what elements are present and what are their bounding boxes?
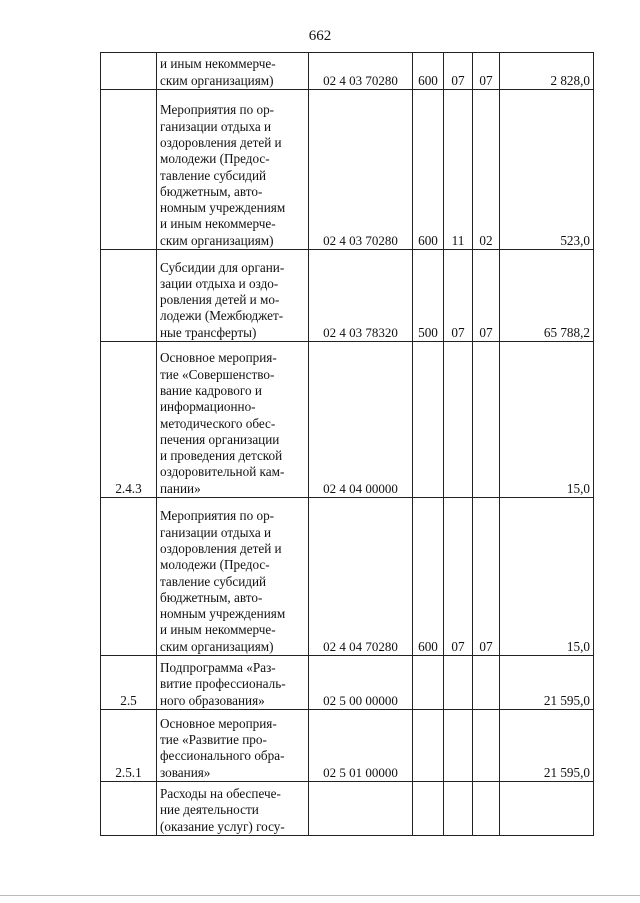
item-name-cell bbox=[157, 90, 309, 250]
item-name: и иным некоммерче- ским организациям) bbox=[160, 56, 276, 88]
subsection-cell: 07 bbox=[473, 53, 500, 90]
expense-type-cell: 500 bbox=[413, 250, 444, 342]
item-name-cell bbox=[157, 342, 309, 498]
expense-type-cell: 600 bbox=[413, 90, 444, 250]
table-row bbox=[101, 656, 594, 710]
amount-cell: 15,0 bbox=[500, 498, 594, 656]
table-row bbox=[101, 90, 594, 250]
item-name-cell bbox=[157, 656, 309, 710]
item-name-cell bbox=[157, 498, 309, 656]
budget-table bbox=[100, 52, 594, 836]
amount-cell: 15,0 bbox=[500, 342, 594, 498]
item-name: Мероприятия по ор- ганизации отдыха и оздоровления детей и молодежи (Предос- тавление субсидий бюджетным, авто- номным учреждениям и иным некоммерче- ским организациям) bbox=[160, 102, 286, 248]
section-cell: 07 bbox=[444, 53, 473, 90]
subsection-cell bbox=[473, 656, 500, 710]
item-number-cell: 2.4.3 bbox=[101, 342, 157, 498]
expense-type-cell bbox=[413, 656, 444, 710]
section-cell: 07 bbox=[444, 498, 473, 656]
item-name-cell bbox=[157, 250, 309, 342]
table-row bbox=[101, 498, 594, 656]
section-cell bbox=[444, 342, 473, 498]
expense-type-cell: 600 bbox=[413, 498, 444, 656]
target-code-cell: 02 4 03 70280 bbox=[309, 53, 413, 90]
section-cell bbox=[444, 710, 473, 782]
table-row bbox=[101, 250, 594, 342]
item-name-cell bbox=[157, 710, 309, 782]
item-name-cell bbox=[157, 53, 309, 90]
item-name: Основное мероприя- тие «Развитие про- фессионального обра- зования» bbox=[160, 715, 285, 780]
item-number-cell: 2.5.1 bbox=[101, 710, 157, 782]
expense-type-cell bbox=[413, 710, 444, 782]
target-code-cell: 02 4 04 70280 bbox=[309, 498, 413, 656]
item-name: Мероприятия по ор- ганизации отдыха и оздоровления детей и молодежи (Предос- тавление субсидий бюджетным, авто- номным учреждениям и иным некоммерче- ским организациям) bbox=[160, 508, 286, 654]
target-code-cell: 02 4 03 70280 bbox=[309, 90, 413, 250]
target-code-cell: 02 4 04 00000 bbox=[309, 342, 413, 498]
item-number-cell bbox=[101, 90, 157, 250]
target-code-cell: 02 4 03 78320 bbox=[309, 250, 413, 342]
table-row bbox=[101, 710, 594, 782]
target-code-cell: 02 5 00 00000 bbox=[309, 656, 413, 710]
amount-cell: 2 828,0 bbox=[500, 53, 594, 90]
expense-type-cell bbox=[413, 782, 444, 836]
subsection-cell: 07 bbox=[473, 250, 500, 342]
subsection-cell bbox=[473, 342, 500, 498]
subsection-cell bbox=[473, 782, 500, 836]
target-code-cell bbox=[309, 782, 413, 836]
subsection-cell bbox=[473, 710, 500, 782]
item-name: Расходы на обеспече- ние деятельности (оказание услуг) госу- bbox=[160, 786, 285, 834]
section-cell bbox=[444, 782, 473, 836]
scan-edge-line bbox=[0, 895, 640, 896]
target-code-cell: 02 5 01 00000 bbox=[309, 710, 413, 782]
section-cell: 11 bbox=[444, 90, 473, 250]
amount-cell: 21 595,0 bbox=[500, 710, 594, 782]
item-number-cell bbox=[101, 498, 157, 656]
subsection-cell: 07 bbox=[473, 498, 500, 656]
amount-cell: 65 788,2 bbox=[500, 250, 594, 342]
item-name: Основное мероприя- тие «Совершенство- вание кадрового и информационно- методического обес- печения организации и проведения детской оздоровительной кам- пании» bbox=[160, 350, 285, 496]
section-cell: 07 bbox=[444, 250, 473, 342]
expense-type-cell: 600 bbox=[413, 53, 444, 90]
table-row bbox=[101, 342, 594, 498]
item-name-cell bbox=[157, 782, 309, 836]
item-number-cell: 2.5 bbox=[101, 656, 157, 710]
table-row bbox=[101, 53, 594, 90]
item-name: Субсидии для органи- зации отдыха и оздо- ровления детей и мо- лодежи (Межбюджет- ные трансферты) bbox=[160, 259, 285, 340]
amount-cell: 523,0 bbox=[500, 90, 594, 250]
expense-type-cell bbox=[413, 342, 444, 498]
table-body bbox=[101, 53, 594, 836]
table-row bbox=[101, 782, 594, 836]
page-number: 662 bbox=[308, 28, 332, 44]
section-cell bbox=[444, 656, 473, 710]
item-name: Подпрограмма «Раз- витие профессиональ- ного образования» bbox=[160, 660, 286, 708]
amount-cell: 21 595,0 bbox=[500, 656, 594, 710]
amount-cell bbox=[500, 782, 594, 836]
item-number-cell bbox=[101, 782, 157, 836]
subsection-cell: 02 bbox=[473, 90, 500, 250]
item-number-cell bbox=[101, 53, 157, 90]
item-number-cell bbox=[101, 250, 157, 342]
